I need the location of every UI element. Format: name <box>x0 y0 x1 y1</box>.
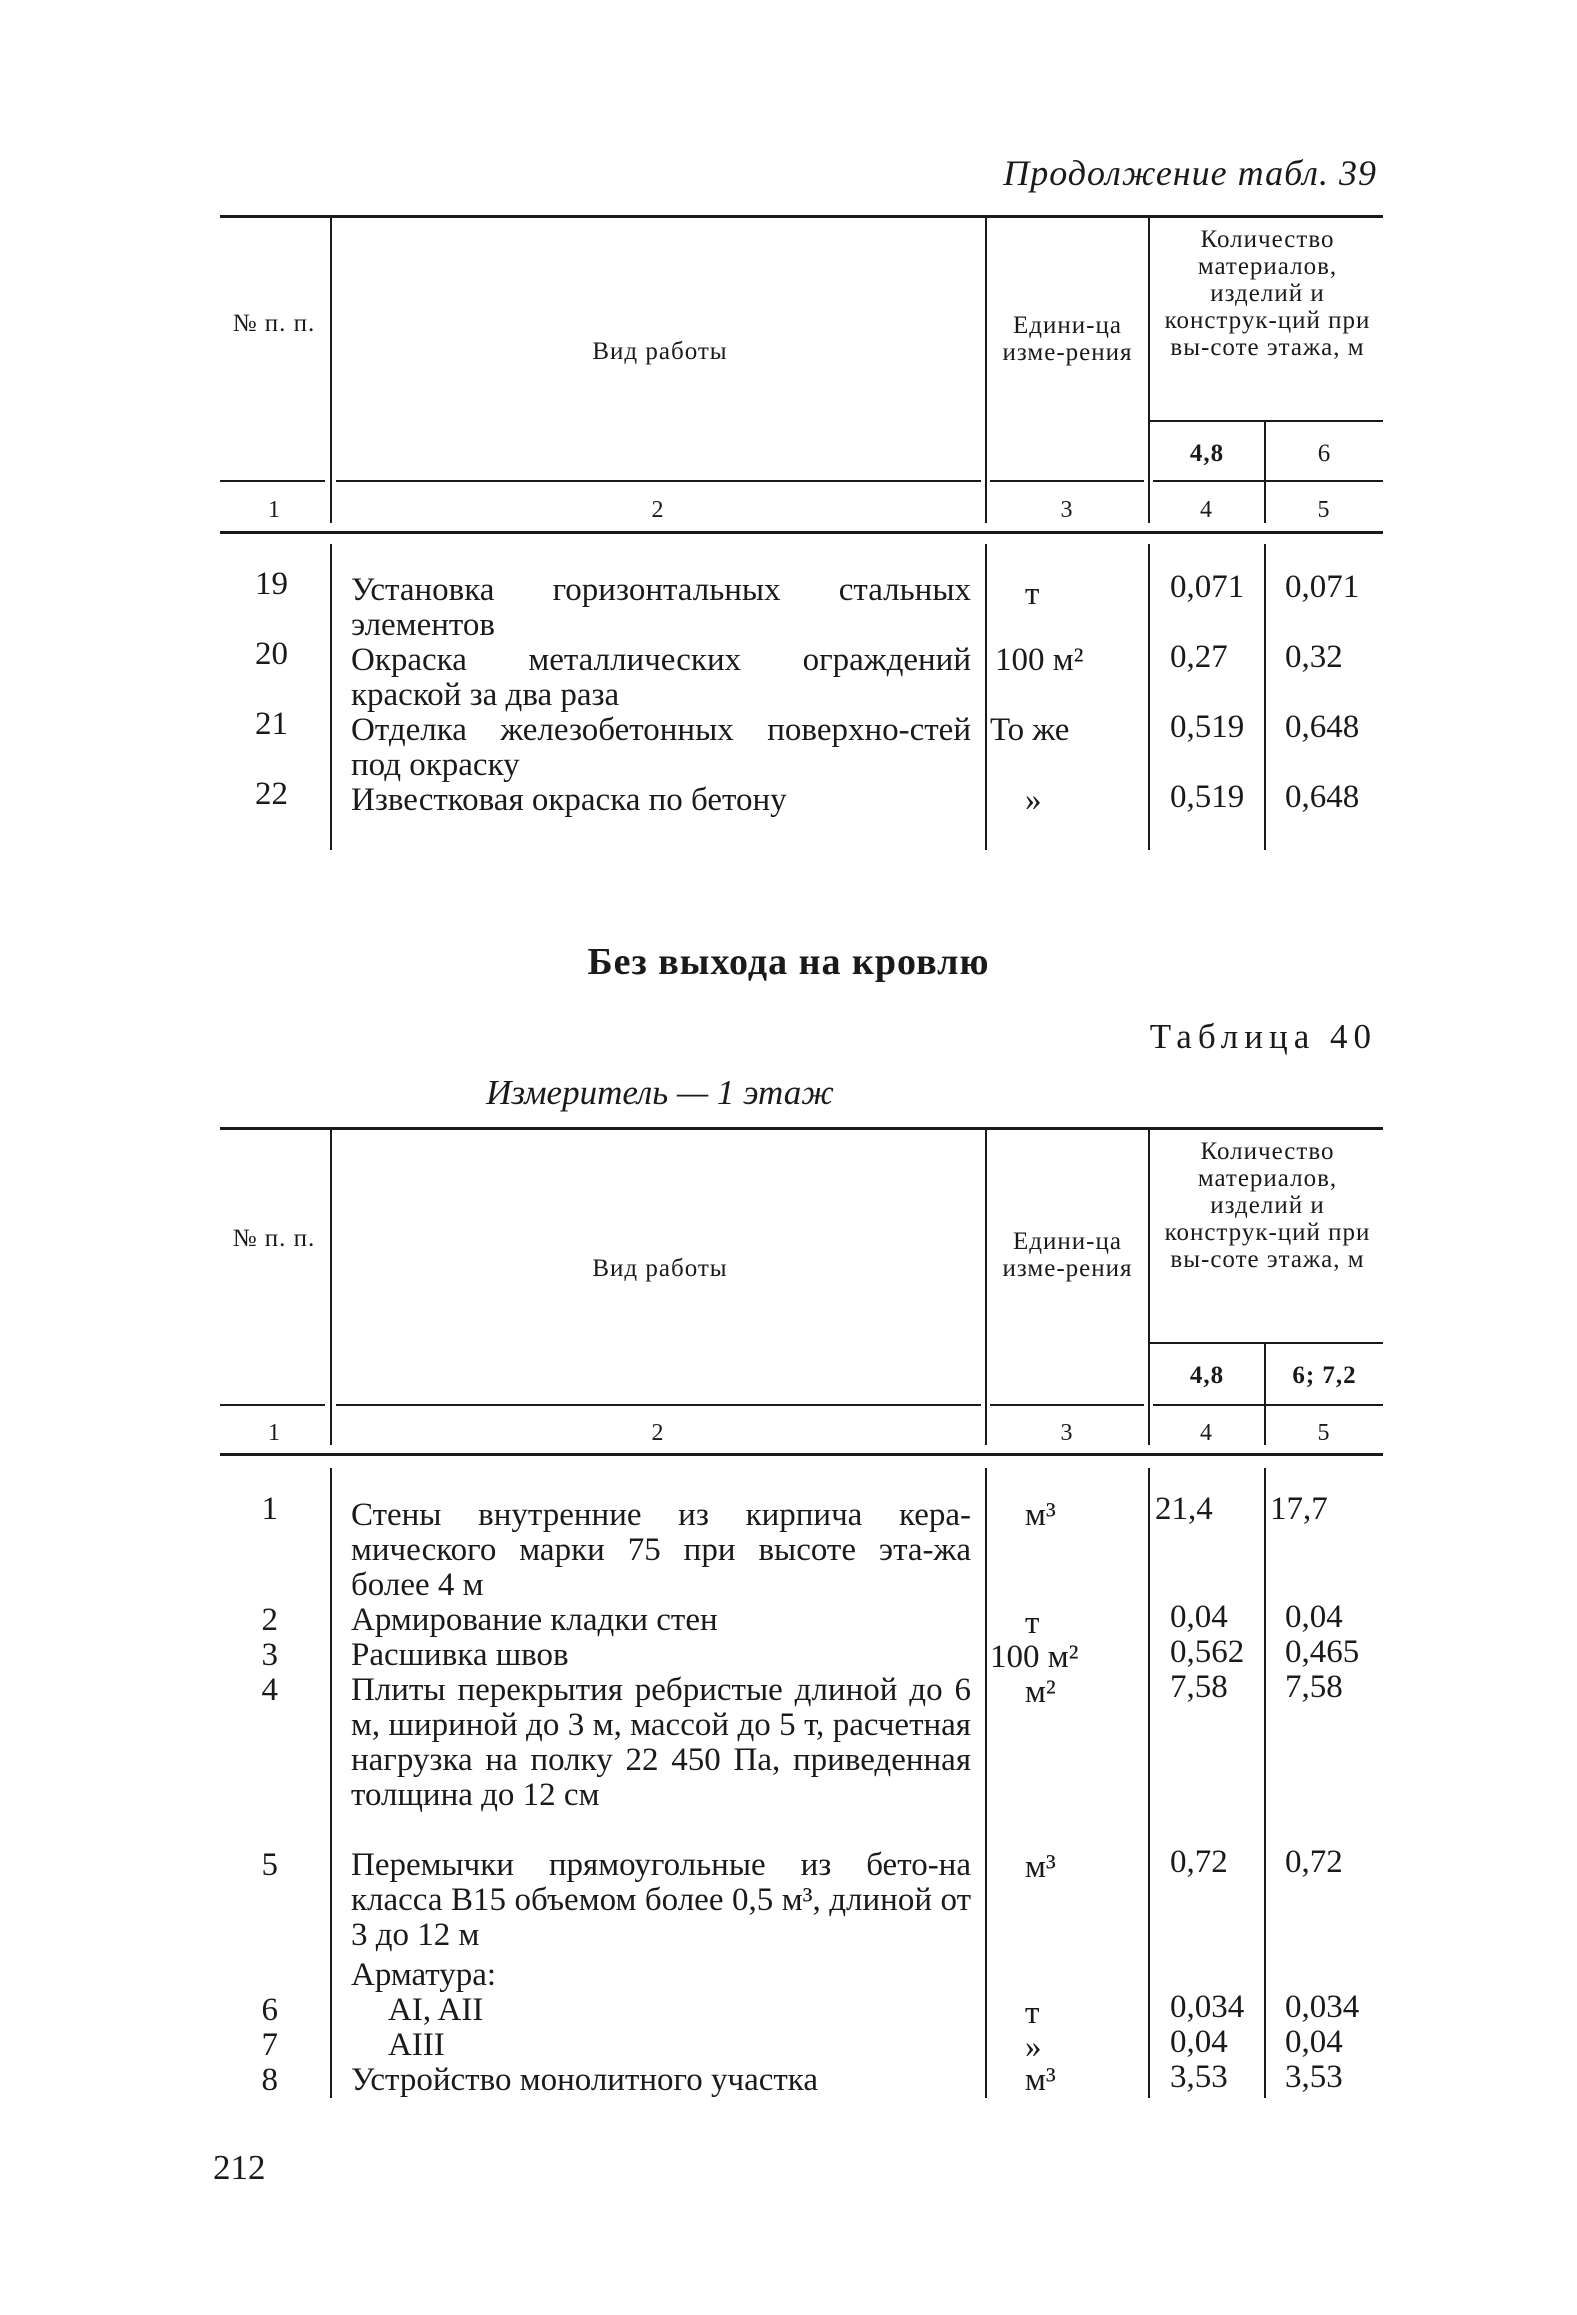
row-number: 1 <box>261 1491 278 1527</box>
row-value-1: 0,04 <box>1170 1599 1228 1635</box>
row-work: Стены внутренние из кирпича кера-мического марки 75 при высоте эта-жа более 4 м <box>351 1497 971 1603</box>
row-number: 2 <box>261 1602 278 1638</box>
colnum-5: 5 <box>1317 497 1330 523</box>
colnum-4: 4 <box>1200 1420 1212 1446</box>
row-work: Отделка железобетонных поверхно-стей под окраску <box>351 712 971 783</box>
colnum-1: 1 <box>268 497 280 523</box>
row-unit: м² <box>1025 1674 1056 1710</box>
header-num: № п. п. <box>232 1225 316 1252</box>
row-value-2: 0,465 <box>1285 1634 1360 1670</box>
header-qty: Количество материалов, изделий и конструк-ций при вы-соте этажа, м <box>1164 1138 1371 1273</box>
row-number: 19 <box>255 566 288 602</box>
header-h1: 4,8 <box>1189 1362 1225 1389</box>
row-value-1: 21,4 <box>1155 1491 1213 1527</box>
row-value-2: 0,04 <box>1285 1599 1343 1635</box>
row-value-2: 0,72 <box>1285 1844 1343 1880</box>
row-value-1: 0,27 <box>1170 639 1228 675</box>
row-work: Известковая окраска по бетону <box>351 782 787 818</box>
header-qty: Количество материалов, изделий и конструк-ций при вы-соте этажа, м <box>1164 226 1371 361</box>
row-work: AIII <box>388 2027 445 2063</box>
row-work: Устройство монолитного участка <box>351 2062 818 2098</box>
row-work: Установка горизонтальных стальных элементов <box>351 572 971 643</box>
row-value-2: 0,034 <box>1285 1989 1360 2025</box>
row-value-1: 0,519 <box>1170 709 1245 745</box>
row-unit: » <box>1025 782 1042 818</box>
row-number: 5 <box>261 1847 278 1883</box>
row-unit: м³ <box>1025 2062 1056 2098</box>
row-value-2: 0,648 <box>1285 709 1360 745</box>
row-number: 20 <box>255 636 288 672</box>
row-unit: м³ <box>1025 1849 1056 1885</box>
row-work: AI, AII <box>388 1992 484 2028</box>
row-value-2: 0,32 <box>1285 639 1343 675</box>
header-unit: Едини-ца изме-рения <box>1002 312 1133 366</box>
colnum-4: 4 <box>1200 497 1212 523</box>
colnum-3: 3 <box>1060 497 1073 523</box>
row-value-1: 0,034 <box>1170 1989 1245 2025</box>
colnum-1: 1 <box>268 1420 280 1446</box>
row-number: 8 <box>261 2062 278 2098</box>
row-value-2: 0,04 <box>1285 2024 1343 2060</box>
row-work: Плиты перекрытия ребристые длиной до 6 м, шириной до 3 м, массой до 5 т, расчетная нагрузка на полку 22 450 Па, приведенная толщина до 12 см <box>351 1672 971 1813</box>
row-number: 21 <box>255 706 288 742</box>
row-value-1: 7,58 <box>1170 1669 1228 1705</box>
row-value-1: 3,53 <box>1170 2059 1228 2095</box>
header-work: Вид работы <box>592 1255 728 1282</box>
row-work: Расшивка швов <box>351 1637 569 1673</box>
row-work: Окраска металлических ограждений краской за два раза <box>351 642 971 713</box>
row-number: 4 <box>261 1672 278 1708</box>
colnum-3: 3 <box>1060 1420 1073 1446</box>
row-number: 3 <box>261 1637 278 1673</box>
section-title: Без выхода на кровлю <box>587 941 990 983</box>
row-unit: То же <box>990 712 1070 748</box>
row-value-1: 0,519 <box>1170 779 1245 815</box>
row-number: 7 <box>261 2027 278 2063</box>
header-h2: 6; 7,2 <box>1292 1362 1357 1389</box>
row-work: Арматура: <box>351 1957 497 1993</box>
row-work: Армирование кладки стен <box>351 1602 718 1638</box>
row-number: 6 <box>261 1992 278 2028</box>
row-unit: » <box>1025 2029 1042 2065</box>
continuation-title: Продолжение табл. 39 <box>1003 153 1377 193</box>
measure-unit: Измеритель — 1 этаж <box>486 1073 834 1112</box>
header-num: № п. п. <box>232 310 316 337</box>
colnum-2: 2 <box>651 497 664 523</box>
row-unit: м³ <box>1025 1497 1056 1533</box>
row-number: 22 <box>255 776 288 812</box>
row-value-2: 0,648 <box>1285 779 1360 815</box>
row-value-1: 0,04 <box>1170 2024 1228 2060</box>
header-h2: 6 <box>1317 440 1332 467</box>
row-unit: т <box>1025 576 1040 612</box>
row-value-1: 0,071 <box>1170 569 1245 605</box>
row-value-2: 7,58 <box>1285 1669 1343 1705</box>
row-unit: 100 м² <box>990 1639 1079 1675</box>
header-h1: 4,8 <box>1189 440 1225 467</box>
header-unit: Едини-ца изме-рения <box>1002 1228 1133 1282</box>
row-value-1: 0,72 <box>1170 1844 1228 1880</box>
header-work: Вид работы <box>592 338 728 365</box>
page-number: 212 <box>213 2148 266 2187</box>
row-value-1: 0,562 <box>1170 1634 1245 1670</box>
row-value-2: 3,53 <box>1285 2059 1343 2095</box>
row-unit: 100 м² <box>995 642 1084 678</box>
table-label: Таблица 40 <box>1149 1017 1377 1056</box>
colnum-5: 5 <box>1317 1420 1330 1446</box>
row-unit: т <box>1025 1995 1040 2031</box>
colnum-2: 2 <box>651 1420 664 1446</box>
row-value-2: 0,071 <box>1285 569 1360 605</box>
row-unit: т <box>1025 1605 1040 1641</box>
row-work: Перемычки прямоугольные из бето-на класса В15 объемом более 0,5 м³, длиной от 3 до 12 м <box>351 1847 971 1953</box>
row-value-2: 17,7 <box>1270 1491 1328 1527</box>
